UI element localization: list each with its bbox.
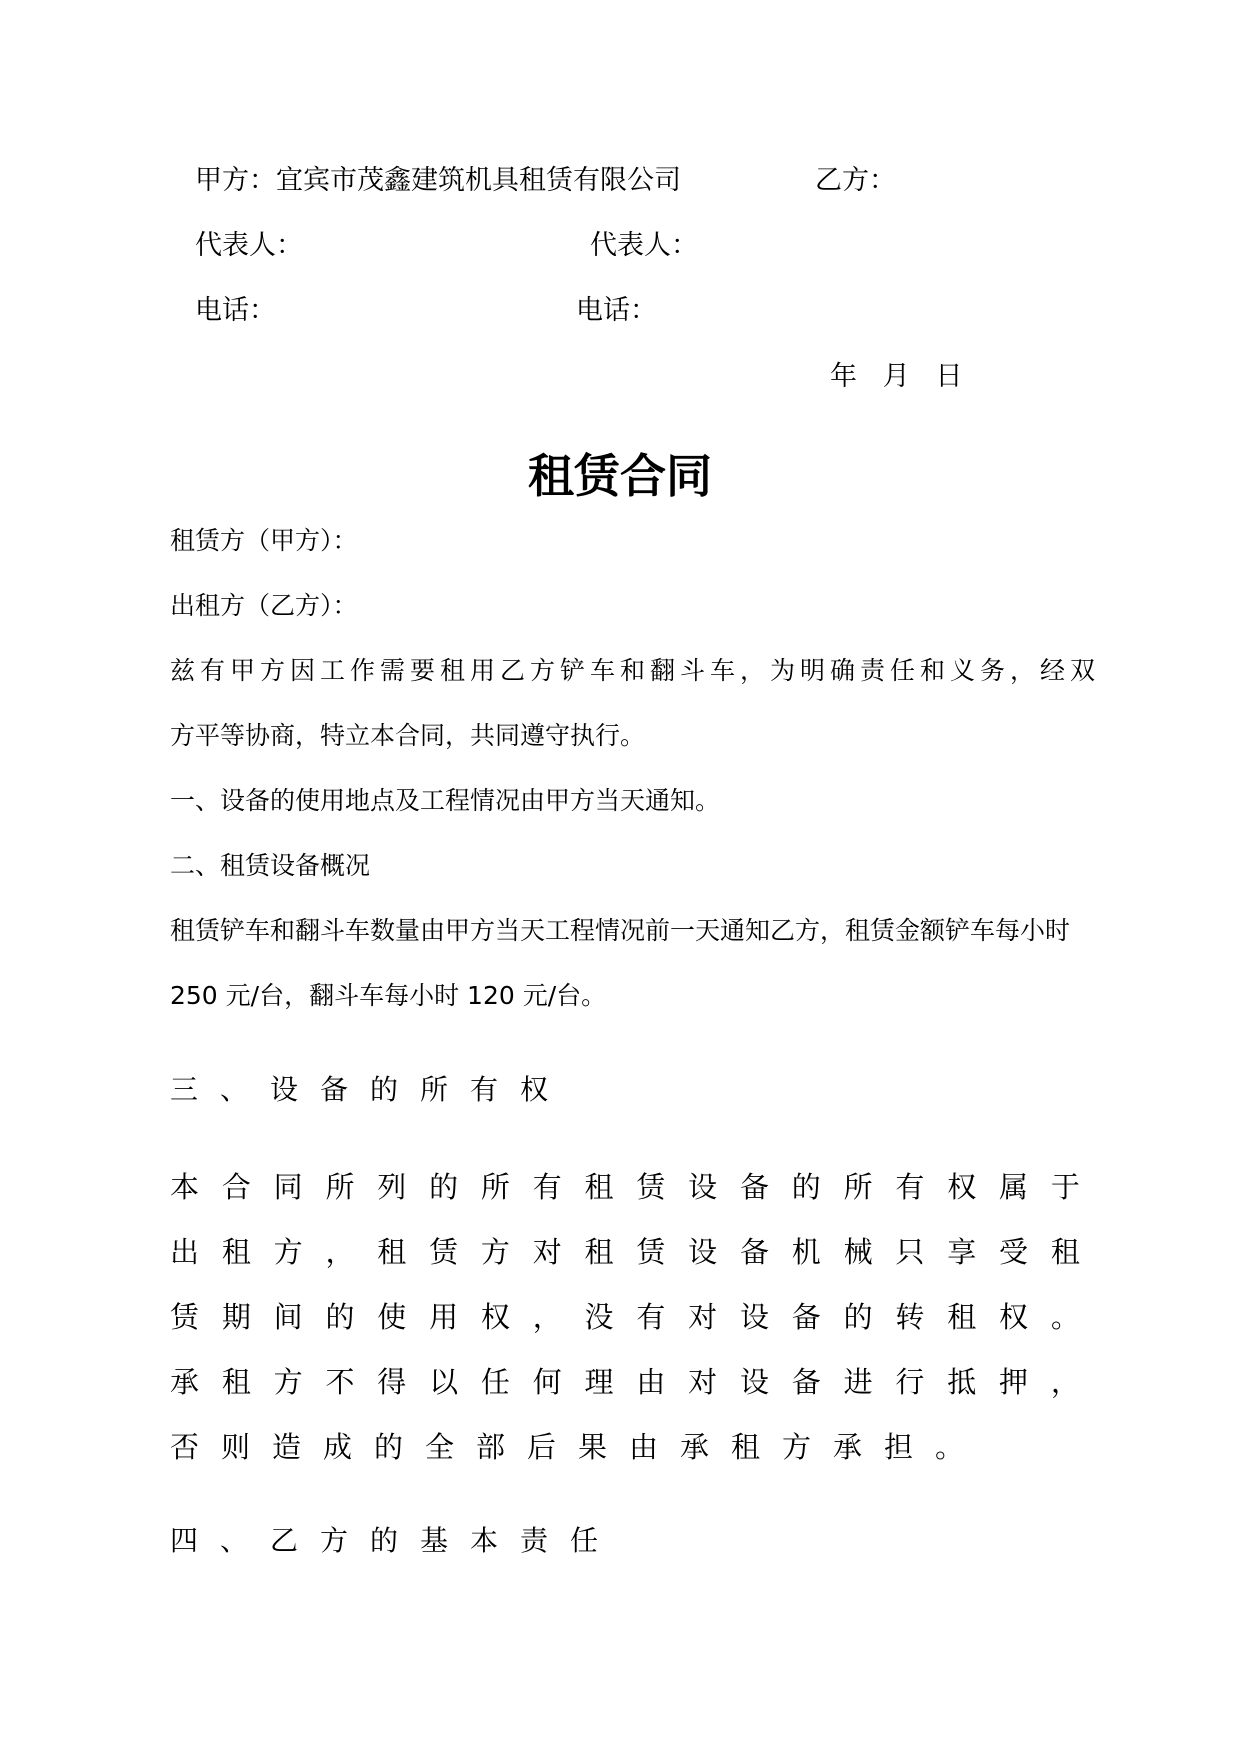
clause-3-char: 所: [843, 1170, 873, 1204]
clause-3-char: 的: [325, 1300, 355, 1334]
representative-a: 代表人：: [195, 230, 303, 261]
clause-2-text-2: 250 元/台，翻斗车每小时 120 元/台。: [170, 981, 607, 1010]
clause-3-char: 出: [170, 1235, 200, 1269]
phone-a: 电话：: [195, 295, 276, 326]
clause-3-heading: 三、设备的所有权: [170, 1073, 571, 1106]
clause-3-char: 。: [1050, 1300, 1080, 1334]
clause-3-char: ，: [1050, 1365, 1080, 1399]
document-title: 租赁合同: [528, 449, 712, 503]
clause-3-char: 机: [791, 1235, 821, 1269]
clause-3-char: 权: [480, 1300, 510, 1334]
clause-3-char: 设: [688, 1235, 718, 1269]
clause-3-char: 用: [429, 1300, 459, 1334]
intro-line-2: 方平等协商，特立本合同，共同遵守执行。: [170, 721, 646, 750]
clause-3-char: 租: [221, 1235, 251, 1269]
clause-3-char: 赁: [636, 1170, 666, 1204]
clause-3-char: 权: [999, 1300, 1029, 1334]
clause-3-char: 于: [1050, 1170, 1080, 1204]
clause-3-char: 间: [273, 1300, 303, 1334]
clause-3-char: 同: [273, 1170, 303, 1204]
clause-3-char: 有: [895, 1170, 925, 1204]
clause-3-char: 没: [584, 1300, 614, 1334]
party-a: 甲方：宜宾市茂鑫建筑机具租赁有限公司: [195, 165, 681, 196]
clause-3-char: 赁: [170, 1300, 200, 1334]
clause-4-heading: 四、乙方的基本责任: [170, 1524, 621, 1557]
clause-3-char: 租: [584, 1235, 614, 1269]
clause-3-char: 方: [480, 1235, 510, 1269]
clause-3-char: 合: [221, 1170, 251, 1204]
clause-3-last-line: 否则造成的全部后果由承租方承担。: [170, 1430, 987, 1464]
clause-3-line: [170, 1170, 1080, 1204]
intro-line-1: 兹有甲方因工作需要租用乙方铲车和翻斗车，为明确责任和义务，经双: [170, 656, 1101, 685]
clause-3-char: 对: [532, 1235, 562, 1269]
clause-3-char: 享: [947, 1235, 977, 1269]
clause-3-line: [170, 1235, 1080, 1269]
clause-3-char: 设: [739, 1365, 769, 1399]
clause-3-char: 对: [688, 1300, 718, 1334]
clause-3-char: 备: [791, 1300, 821, 1334]
clause-3-char: 不: [325, 1365, 355, 1399]
clause-3-char: 有: [636, 1300, 666, 1334]
phone-b: 电话：: [576, 295, 657, 326]
clause-3-char: 有: [532, 1170, 562, 1204]
clause-3-char: 备: [739, 1170, 769, 1204]
clause-3-line: [170, 1300, 1080, 1334]
clause-3-char: ，: [325, 1235, 355, 1269]
clause-3-char: 押: [999, 1365, 1029, 1399]
clause-3-char: 的: [429, 1170, 459, 1204]
clause-3-char: 租: [947, 1300, 977, 1334]
clause-3-char: 赁: [636, 1235, 666, 1269]
clause-3-char: 承: [170, 1365, 200, 1399]
representative-b: 代表人：: [590, 230, 698, 261]
lessor-label: 出租方（乙方）：: [170, 591, 358, 620]
clause-3-char: 由: [636, 1365, 666, 1399]
party-b: 乙方：: [815, 165, 896, 196]
clause-3-char: 方: [273, 1235, 303, 1269]
clause-3-char: 受: [999, 1235, 1029, 1269]
lessee-label: 租赁方（甲方）：: [170, 526, 358, 555]
clause-3-char: ，: [532, 1300, 562, 1334]
clause-3-char: 进: [843, 1365, 873, 1399]
clause-3-char: 使: [377, 1300, 407, 1334]
clause-3-char: 备: [739, 1235, 769, 1269]
clause-3-char: 的: [843, 1300, 873, 1334]
clause-3-char: 转: [895, 1300, 925, 1334]
clause-3-char: 械: [843, 1235, 873, 1269]
clause-1: 一、设备的使用地点及工程情况由甲方当天通知。: [170, 786, 721, 815]
clause-3-char: 以: [429, 1365, 459, 1399]
clause-3-char: 设: [688, 1170, 718, 1204]
clause-3-char: 行: [895, 1365, 925, 1399]
clause-2-text-1: 租赁铲车和翻斗车数量由甲方当天工程情况前一天通知乙方，租赁金额铲车每小时: [170, 916, 1071, 945]
clause-3-char: 抵: [947, 1365, 977, 1399]
clause-3-char: 租: [377, 1235, 407, 1269]
clause-3-char: 赁: [429, 1235, 459, 1269]
clause-3-char: 得: [377, 1365, 407, 1399]
clause-3-char: 期: [221, 1300, 251, 1334]
clause-3-char: 列: [377, 1170, 407, 1204]
clause-3-line: [170, 1365, 1080, 1399]
clause-3-char: 所: [480, 1170, 510, 1204]
clause-3-char: 租: [221, 1365, 251, 1399]
clause-3-char: 权: [947, 1170, 977, 1204]
date-line: 年 月 日: [830, 361, 963, 392]
clause-3-char: 属: [999, 1170, 1029, 1204]
clause-3-char: 本: [170, 1170, 200, 1204]
clause-3-char: 备: [791, 1365, 821, 1399]
clause-3-char: 理: [584, 1365, 614, 1399]
clause-3-char: 任: [480, 1365, 510, 1399]
clause-3-char: 租: [584, 1170, 614, 1204]
clause-3-char: 设: [739, 1300, 769, 1334]
clause-3-char: 方: [273, 1365, 303, 1399]
clause-3-char: 所: [325, 1170, 355, 1204]
clause-3-char: 何: [532, 1365, 562, 1399]
clause-2-heading: 二、租赁设备概况: [170, 851, 371, 880]
clause-3-char: 租: [1050, 1235, 1080, 1269]
clause-3-char: 只: [895, 1235, 925, 1269]
clause-3-char: 对: [688, 1365, 718, 1399]
clause-3-char: 的: [791, 1170, 821, 1204]
